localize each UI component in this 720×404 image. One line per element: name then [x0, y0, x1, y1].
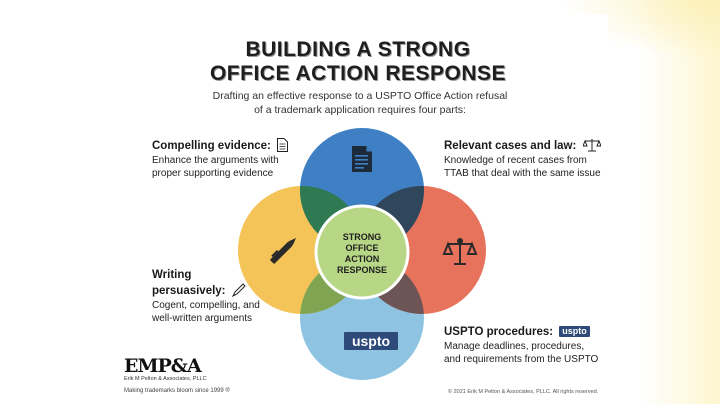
writing-heading-2: [152, 283, 282, 299]
logo-mark: EMP&A: [124, 355, 201, 377]
evidence-line-2: proper supporting evidence: [152, 168, 274, 179]
evidence-heading-text: Compelling evidence:: [152, 140, 271, 152]
center-line-2: OFFICE: [345, 243, 379, 253]
writing-heading-1: Writing: [152, 269, 192, 281]
document-icon: [352, 146, 372, 172]
writing-line-1: Cogent, compelling, and: [152, 300, 260, 311]
center-line-3: ACTION: [344, 254, 380, 264]
evidence-line-1: Enhance the arguments with: [152, 155, 279, 166]
writing-heading-text: persuasively:: [152, 285, 226, 297]
logo-subtitle: Erik M Pelton & Associates, PLLC: [124, 376, 207, 382]
title-line-2: OFFICE ACTION RESPONSE: [209, 62, 507, 85]
company-logo: [124, 357, 207, 383]
copyright-notice: © 2021 Erik M Pelton & Associates, PLLC. All rights reserved.: [448, 389, 599, 395]
part-procedures: [444, 325, 624, 366]
subtitle-line-2: of a trademark application requires four parts:: [254, 104, 466, 116]
procedures-heading: [444, 325, 624, 340]
procedures-heading-text: USPTO procedures:: [444, 326, 554, 338]
company-tagline: Making trademarks bloom since 1999 ®: [124, 388, 230, 394]
uspto-badge: uspto: [559, 326, 590, 337]
part-writing: [152, 268, 282, 325]
pen-outline-icon: [232, 283, 246, 297]
uspto-logo: uspto: [351, 333, 391, 349]
center-line-4: RESPONSE: [336, 265, 388, 275]
cases-heading-text: Relevant cases and law:: [444, 140, 577, 152]
cases-line-2: TTAB that deal with the same issue: [444, 168, 601, 179]
cases-heading: [444, 138, 614, 154]
procedures-line-2: and requirements from the USPTO: [444, 354, 599, 365]
evidence-heading: [152, 138, 312, 154]
writing-line-2: well-written arguments: [152, 313, 253, 324]
scales-outline-icon: [583, 138, 601, 152]
center-line-1: STRONG: [342, 232, 382, 242]
part-evidence: [152, 138, 312, 180]
cases-line-1: Knowledge of recent cases from: [444, 155, 587, 166]
subtitle-line-1: Drafting an effective response to a USPTO Office Action refusal: [212, 90, 508, 102]
part-cases: [444, 138, 614, 180]
document-outline-icon: [277, 138, 288, 152]
title-line-1: BUILDING A STRONG: [245, 38, 471, 61]
procedures-line-1: Manage deadlines, procedures,: [444, 341, 585, 352]
